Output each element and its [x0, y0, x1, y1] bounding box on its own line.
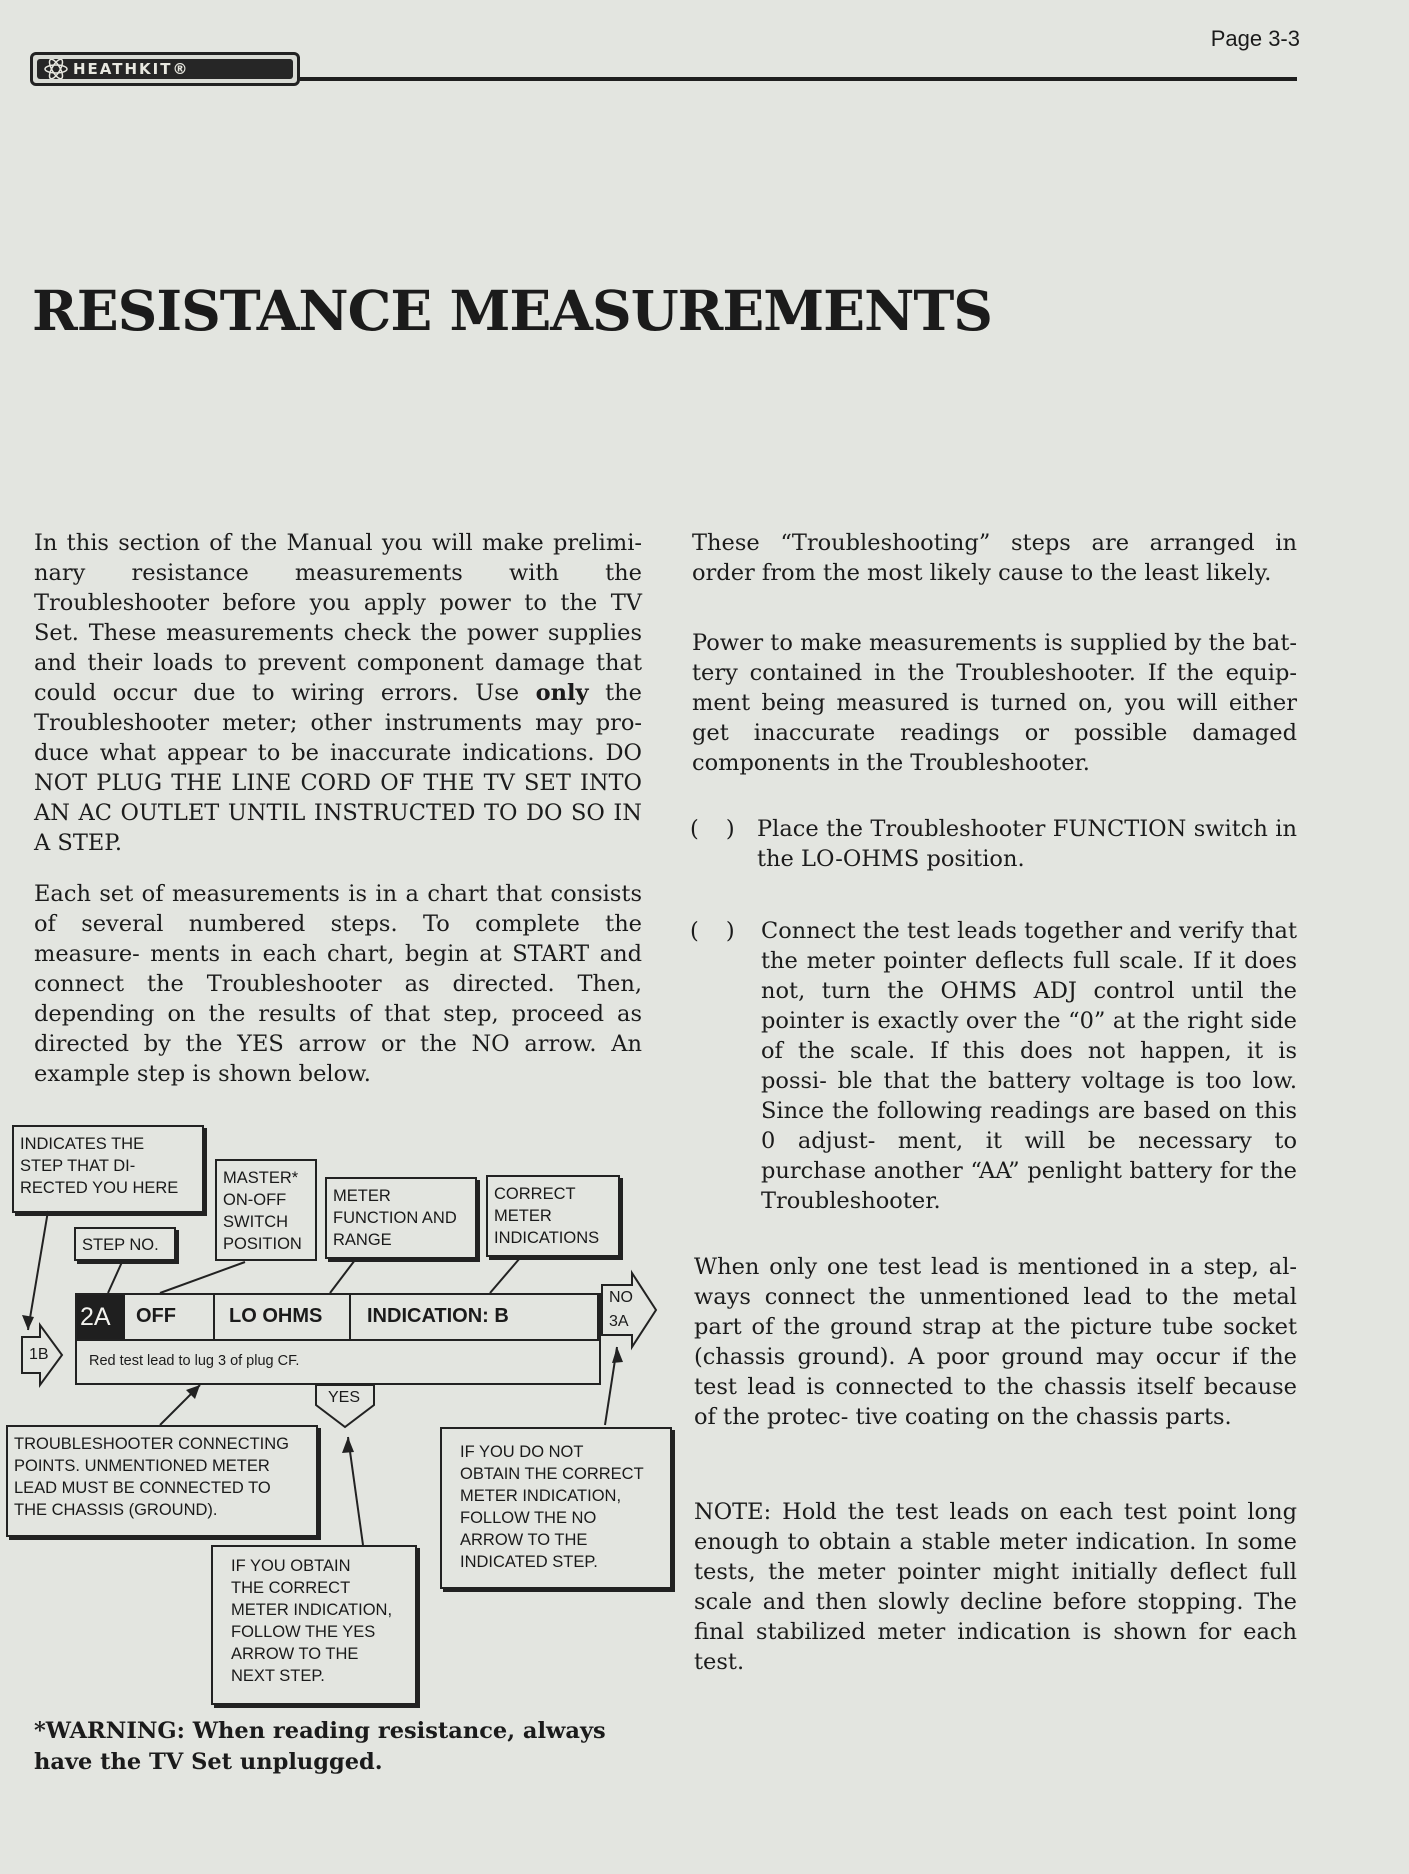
meter-indication: INDICATION: B: [367, 1305, 509, 1327]
order-paragraph: These “Troubleshooting” steps are arranged in order from the most likely cause to the least likely.: [692, 530, 1297, 586]
callout-connecting-points: TROUBLESHOOTER CONNECTING POINTS. UNMENTIONED METER LEAD MUST BE CONNECTED TO THE CHASSIS (GROUND).: [6, 1425, 318, 1537]
chart-explanation-paragraph: Each set of measurements is in a chart that consists of several numbered steps. To complete the measure- ments in each chart, begin at START and connect the Troubleshooter as directed. Then, depending on the results of that step, proceed as directed by the YES arrow or the NO arrow. An example step is shown below.: [34, 881, 642, 1087]
callout-meter-function: METER FUNCTION AND RANGE: [325, 1177, 477, 1259]
atom-icon: [43, 59, 69, 79]
no-step-label: 3A: [609, 1313, 629, 1330]
header-rule: [300, 77, 1297, 81]
checkbox-step-1[interactable]: ( ): [690, 816, 745, 842]
meter-function: LO OHMS: [229, 1305, 323, 1327]
page-title: RESISTANCE MEASUREMENTS: [32, 278, 993, 343]
no-label: NO: [609, 1289, 633, 1306]
power-paragraph: Power to make measurements is supplied by the bat- tery contained in the Troubleshooter. If the equip- ment being measured is turned on, you will either get inaccurate readings or possible damaged components in the Troubleshooter.: [692, 630, 1297, 776]
warning-note: *WARNING: When reading resistance, always have the TV Set unplugged.: [34, 1718, 606, 1775]
step-number: 2A: [80, 1303, 111, 1331]
step-1-text: Place the Troubleshooter FUNCTION switch in the LO-OHMS position.: [757, 816, 1297, 872]
step-number-cell: [77, 1295, 125, 1339]
callout-master-switch: MASTER* ON-OFF SWITCH POSITION: [215, 1159, 317, 1261]
switch-position: OFF: [136, 1305, 176, 1327]
from-step-label: 1B: [29, 1346, 49, 1363]
example-step-diagram: [0, 1115, 680, 1715]
callout-indicates-step: INDICATES THE STEP THAT DI- RECTED YOU HERE: [12, 1125, 204, 1213]
connection-row: [75, 1339, 601, 1385]
callout-if-obtain: IF YOU OBTAIN THE CORRECT METER INDICATION, FOLLOW THE YES ARROW TO THE NEXT STEP.: [211, 1545, 417, 1705]
intro-emphasis: only: [535, 680, 589, 706]
page-number: Page 3-3: [1210, 26, 1300, 51]
connection-text: Red test lead to lug 3 of plug CF.: [89, 1353, 300, 1369]
step-2-text: Connect the test leads together and verify that the meter pointer deflects full scale. If it does not, turn the OHMS ADJ control until the pointer is exactly over the “0” at the right side of the scale. If this does not happen, it is possi- ble that the battery voltage is too low. Since the following readings are based on this 0 adjust- ment, it will be necessary to purchase another “AA” penlight battery for the Troubleshooter.: [761, 918, 1297, 1214]
intro-text-end: the Troubleshooter meter; other instruments may pro- duce what appear to be inaccurate indications. DO NOT PLUG THE LINE CORD OF THE TV SET INTO AN AC OUTLET UNTIL INSTRUCTED TO DO SO IN A STEP.: [34, 680, 642, 856]
heathkit-logo: [30, 52, 300, 86]
no-arrow: [602, 1273, 656, 1347]
yes-label: YES: [328, 1389, 361, 1406]
ground-paragraph: When only one test lead is mentioned in a step, al- ways connect the unmentioned lead to the metal part of the ground strap at the picture tube socket (chassis ground). A poor ground may occur if the test lead is connected to the chassis itself because of the protec- tive coating on the chassis parts.: [694, 1254, 1297, 1430]
checkbox-step-2[interactable]: ( ): [690, 918, 745, 944]
callout-correct-indications: CORRECT METER INDICATIONS: [486, 1175, 620, 1257]
note-paragraph: NOTE: Hold the test leads on each test point long enough to obtain a stable meter indication. In some tests, the meter pointer might initially deflect full scale and then slowly decline before stopping. The final stabilized meter indication is shown for each test.: [694, 1499, 1297, 1675]
logo-text: HEATHKIT®: [73, 60, 190, 78]
example-step-row: [75, 1293, 601, 1341]
callout-step-no: STEP NO.: [74, 1227, 176, 1261]
intro-paragraph: [34, 528, 642, 858]
intro-text-start: In this section of the Manual you will make prelimi- nary resistance measurements with the Troubleshooter before you apply power to the TV Set. These measurements check the power supplies and their loads to prevent component damage that could occur due to wiring errors. Use: [34, 530, 642, 706]
callout-if-not-obtain: IF YOU DO NOT OBTAIN THE CORRECT METER INDICATION, FOLLOW THE NO ARROW TO THE INDICATED STEP.: [440, 1427, 672, 1589]
